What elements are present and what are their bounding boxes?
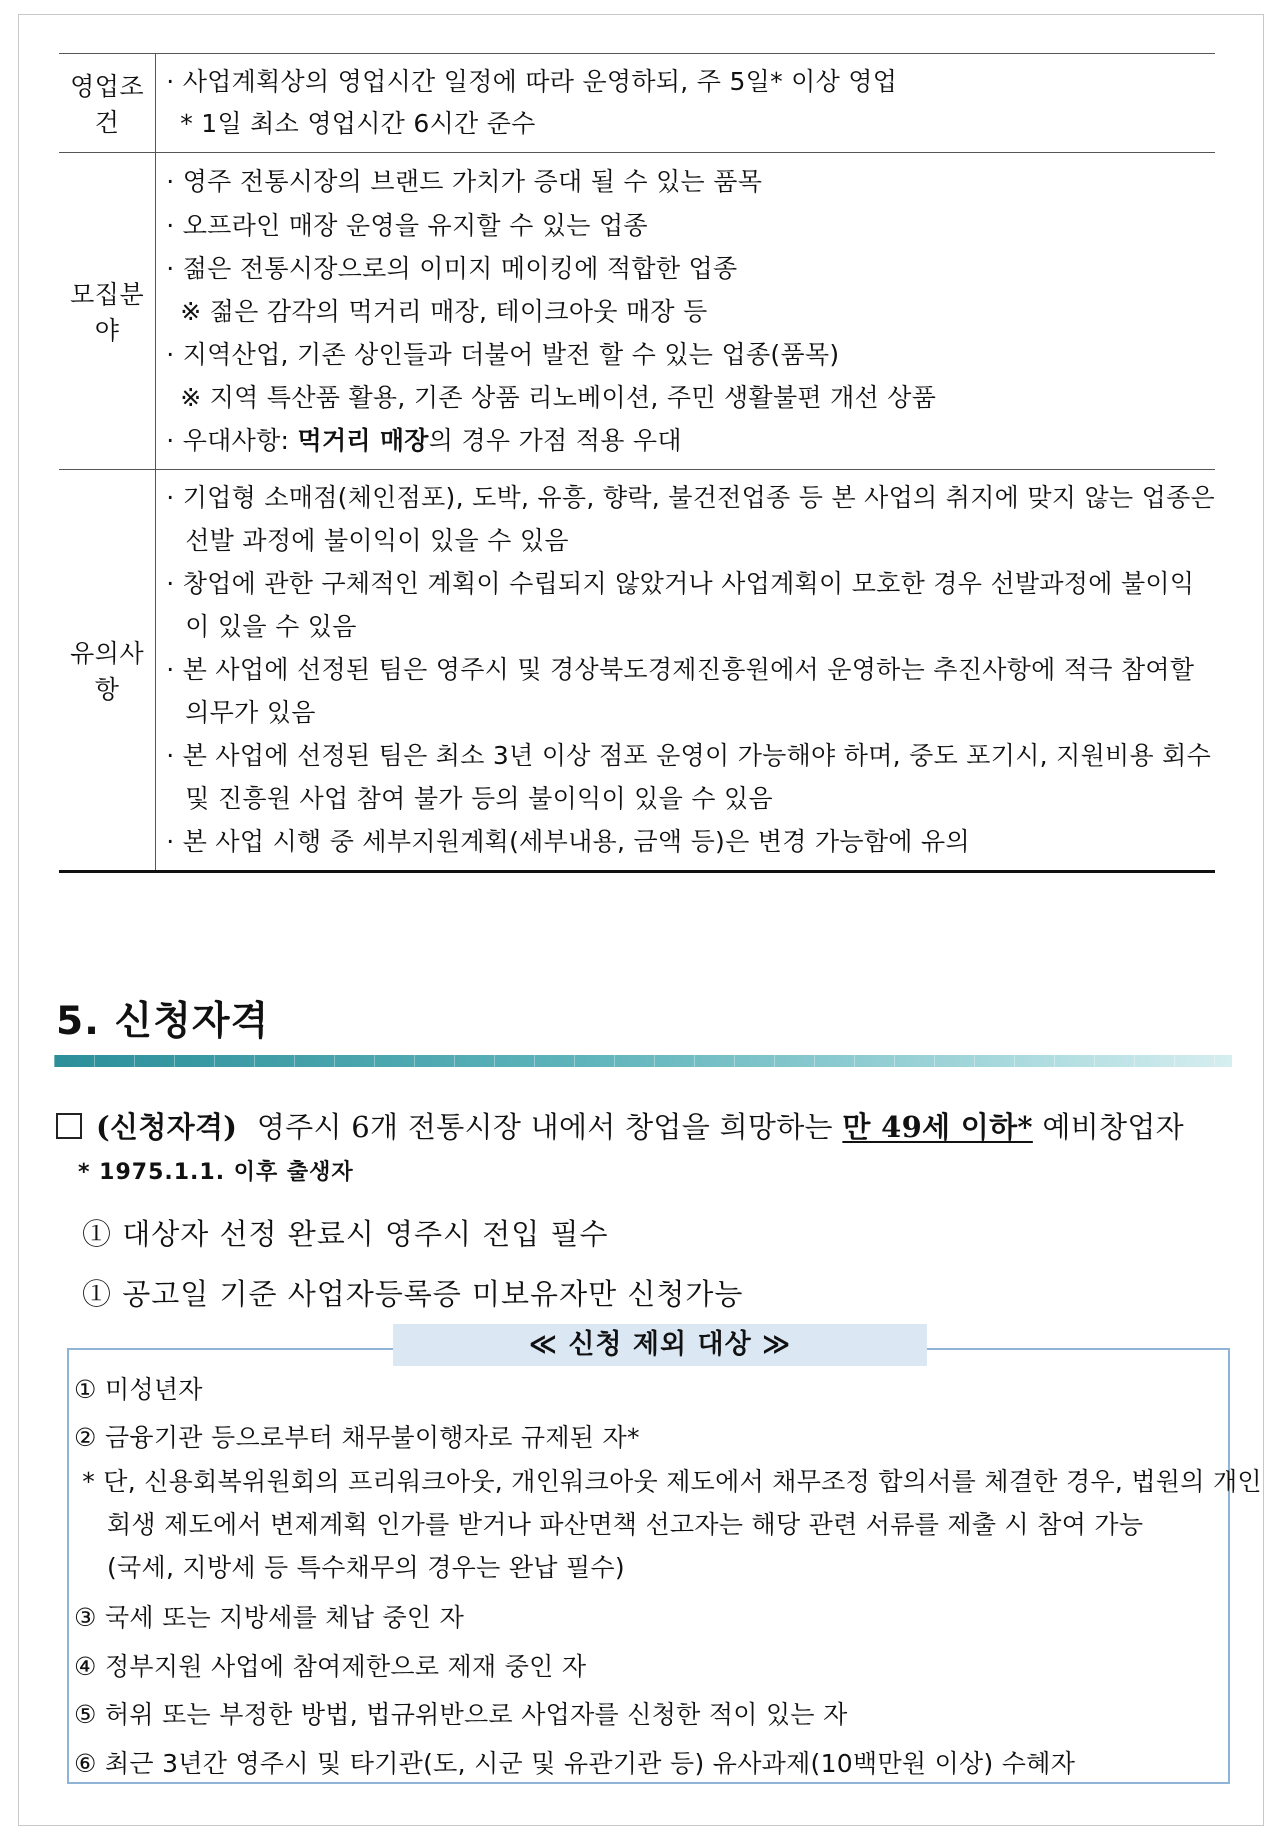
row-header-notes: 유의사항 bbox=[59, 470, 156, 872]
preference-bold: 먹거리 매장 bbox=[297, 426, 429, 455]
row-content bbox=[156, 470, 1215, 872]
row-header-recruit-field: 모집분야 bbox=[59, 153, 156, 470]
sub-note-line: ※ 지역 특산품 활용, 기존 상품 리노베이션, 주민 생활불편 개선 상품 bbox=[180, 383, 937, 412]
exclusion-subnote: 회생 제도에서 변제계획 인가를 받거나 파산면책 선고자는 해당 관련 서류를 제출 시 참여 가능 bbox=[74, 1510, 1144, 1539]
bullet-line: · 오프라인 매장 운영을 유지할 수 있는 업종 bbox=[166, 211, 648, 240]
qualification-text: 영주시 6개 전통시장 내에서 창업을 희망하는 bbox=[256, 1110, 833, 1144]
section-title: 5. 신청자격 bbox=[56, 999, 270, 1044]
bullet-line: · 본 사업 시행 중 세부지원계획(세부내용, 금액 등)은 변경 가능함에 유의 bbox=[166, 827, 970, 856]
sub-note-line: ※ 젊은 감각의 먹거리 매장, 테이크아웃 매장 등 bbox=[180, 297, 708, 326]
bullet-line: · 사업계획상의 영업시간 일정에 따라 운영하되, 주 5일* 이상 영업 bbox=[166, 67, 898, 96]
exclusion-item: ② 금융기관 등으로부터 채무불이행자로 규제된 자* bbox=[74, 1423, 640, 1452]
sub-note-line: * 1일 최소 영업시간 6시간 준수 bbox=[180, 109, 536, 138]
table-row bbox=[59, 54, 1215, 153]
exclusion-subnote: * 단, 신용회복위원회의 프리워크아웃, 개인워크아웃 제도에서 채무조정 합의서를 체결한 경우, 법원의 개인 bbox=[74, 1467, 1262, 1496]
qualification-item: ① 공고일 기준 사업자등록증 미보유자만 신청가능 bbox=[82, 1277, 744, 1311]
row-content bbox=[156, 153, 1215, 470]
birth-note: * 1975.1.1. 이후 출생자 bbox=[78, 1160, 354, 1185]
preference-prefix: · 우대사항: bbox=[166, 426, 298, 455]
continuation-line: 선발 과정에 불이익이 있을 수 있음 bbox=[185, 526, 569, 555]
checkbox-square-icon bbox=[56, 1113, 82, 1139]
preference-suffix: 의 경우 가점 적용 우대 bbox=[428, 426, 682, 455]
row-content bbox=[156, 54, 1215, 153]
exclusion-item: ④ 정부지원 사업에 참여제한으로 제재 중인 자 bbox=[74, 1652, 587, 1681]
exclusion-item: ⑤ 허위 또는 부정한 방법, 법규위반으로 사업자를 신청한 적이 있는 자 bbox=[74, 1700, 848, 1729]
bullet-line: · 본 사업에 선정된 팀은 최소 3년 이상 점포 운영이 가능해야 하며, 중도 포기시, 지원비용 회수 bbox=[166, 741, 1212, 770]
bullet-line: · 젊은 전통시장으로의 이미지 메이킹에 적합한 업종 bbox=[166, 254, 738, 283]
qualification-line bbox=[56, 1105, 1184, 1146]
row-header-business-conditions: 영업조건 bbox=[59, 54, 156, 153]
bullet-line: · 지역산업, 기존 상인들과 더불어 발전 할 수 있는 업종(품목) bbox=[166, 340, 840, 369]
exclusion-item: ③ 국세 또는 지방세를 체납 중인 자 bbox=[74, 1603, 465, 1632]
bullet-line: · 본 사업에 선정된 팀은 영주시 및 경상북도경제진흥원에서 운영하는 추진사항에 적극 참여할 bbox=[166, 655, 1195, 684]
section-divider-bar bbox=[54, 1055, 1232, 1067]
conditions-table bbox=[59, 54, 1215, 873]
bullet-line: · 영주 전통시장의 브랜드 가치가 증대 될 수 있는 품목 bbox=[166, 167, 763, 196]
continuation-line: 및 진흥원 사업 참여 불가 등의 불이익이 있을 수 있음 bbox=[185, 784, 773, 813]
continuation-line: 의무가 있음 bbox=[185, 698, 316, 727]
bullet-line: · 기업형 소매점(체인점포), 도박, 유흥, 향락, 불건전업종 등 본 사업의 취지에 맞지 않는 업종은 bbox=[166, 483, 1215, 512]
exclusion-subnote: (국세, 지방세 등 특수채무의 경우는 완납 필수) bbox=[74, 1553, 625, 1582]
qualification-age: 만 49세 이하* bbox=[842, 1110, 1033, 1144]
exclusion-item: ① 미성년자 bbox=[74, 1375, 203, 1404]
continuation-line: 이 있을 수 있음 bbox=[185, 612, 357, 641]
qualification-item: ① 대상자 선정 완료시 영주시 전입 필수 bbox=[82, 1217, 609, 1251]
bullet-line: · 창업에 관한 구체적인 계획이 수립되지 않았거나 사업계획이 모호한 경우 선발과정에 불이익 bbox=[166, 569, 1195, 598]
exclusion-title: ≪ 신청 제외 대상 ≫ bbox=[393, 1324, 927, 1366]
exclusion-item: ⑥ 최근 3년간 영주시 및 타기관(도, 시군 및 유관기관 등) 유사과제(10백만원 이상) 수혜자 bbox=[74, 1749, 1076, 1778]
qualification-label: (신청자격) bbox=[96, 1110, 238, 1144]
table-row bbox=[59, 153, 1215, 470]
table-row bbox=[59, 470, 1215, 872]
bullet-line-preference bbox=[166, 420, 1215, 462]
qualification-suffix: 예비창업자 bbox=[1042, 1110, 1184, 1144]
